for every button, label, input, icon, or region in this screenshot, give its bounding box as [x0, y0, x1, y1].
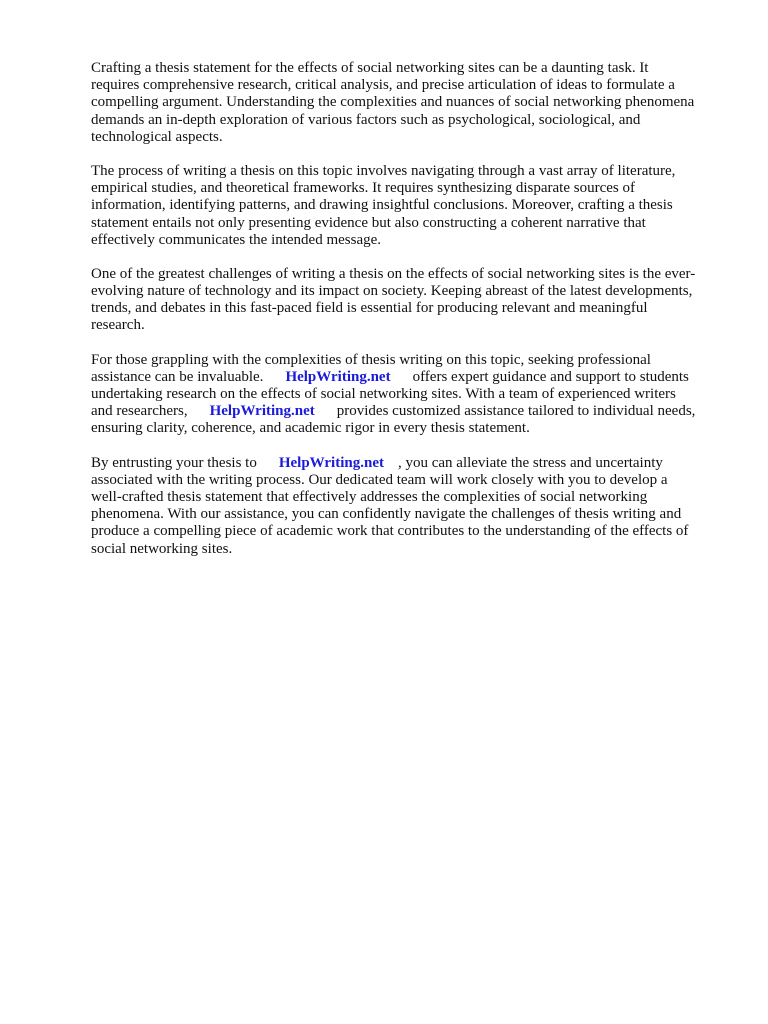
helpwriting-link[interactable]: HelpWriting.net	[209, 403, 315, 420]
text-line: compelling argument. Understanding the complexities and nuances of social networking phenomena	[91, 94, 695, 111]
text-line: undertaking research on the effects of social networking sites. With a team of experienced writers	[91, 386, 676, 402]
text-line: demands an in-depth exploration of various factors such as psychological, sociological, and	[91, 111, 641, 128]
helpwriting-link[interactable]: HelpWriting.net	[278, 454, 384, 471]
text-line: statement entails not only presenting evidence but also constructing a coherent narrative that	[91, 214, 646, 231]
text-fragment: , you can alleviate the stress and uncertainty	[397, 454, 663, 471]
text-line: social networking sites.	[91, 540, 233, 557]
paragraph-3	[91, 266, 721, 335]
text-line: effectively communicates the intended message.	[91, 231, 382, 248]
text-line: ensuring clarity, coherence, and academic rigor in every thesis statement.	[91, 420, 530, 437]
text-line: For those grappling with the complexities of thesis writing on this topic, seeking professional	[91, 351, 651, 368]
paragraph-5	[91, 455, 721, 558]
paragraph-4	[91, 352, 721, 438]
text-line: evolving nature of technology and its impact on society. Keeping abreast of the latest developments,	[91, 283, 693, 300]
text-line: trends, and debates in this fast-paced field is essential for producing relevant and meaningful	[91, 300, 648, 317]
text-fragment: and researchers,	[91, 403, 188, 420]
helpwriting-link[interactable]: HelpWriting.net	[285, 368, 391, 385]
paragraph-1	[91, 60, 721, 146]
text-line: phenomena. With our assistance, you can confidently navigate the challenges of thesis writing and	[91, 506, 682, 523]
text-fragment: assistance can be invaluable.	[91, 368, 264, 385]
text-line-with-link	[91, 455, 721, 472]
text-line: technological aspects.	[91, 128, 223, 145]
text-line: One of the greatest challenges of writing a thesis on the effects of social networking sites is the ever-	[91, 265, 696, 282]
text-line: research.	[91, 317, 145, 334]
text-line: The process of writing a thesis on this topic involves navigating through a vast array of literature,	[91, 162, 676, 179]
text-fragment: By entrusting your thesis to	[91, 454, 257, 471]
document-page	[91, 60, 721, 575]
text-fragment: offers expert guidance and support to students	[412, 368, 689, 385]
text-line-with-link	[91, 369, 721, 386]
text-line: associated with the writing process. Our dedicated team will work closely with you to develop a	[91, 471, 668, 488]
text-line: requires comprehensive research, critical analysis, and precise articulation of ideas to formulate a	[91, 77, 675, 94]
text-fragment: provides customized assistance tailored to individual needs,	[336, 403, 696, 420]
text-line: Crafting a thesis statement for the effects of social networking sites can be a daunting task. It	[91, 60, 649, 76]
text-line: produce a compelling piece of academic work that contributes to the understanding of the effects of	[91, 523, 689, 540]
text-line: empirical studies, and theoretical frameworks. It requires synthesizing disparate sources of	[91, 180, 635, 197]
text-line: well-crafted thesis statement that effectively addresses the complexities of social networking	[91, 488, 648, 505]
text-line-with-link	[91, 403, 721, 420]
paragraph-2	[91, 163, 721, 249]
text-line: information, identifying patterns, and drawing insightful conclusions. Moreover, crafting a thesis	[91, 197, 673, 214]
